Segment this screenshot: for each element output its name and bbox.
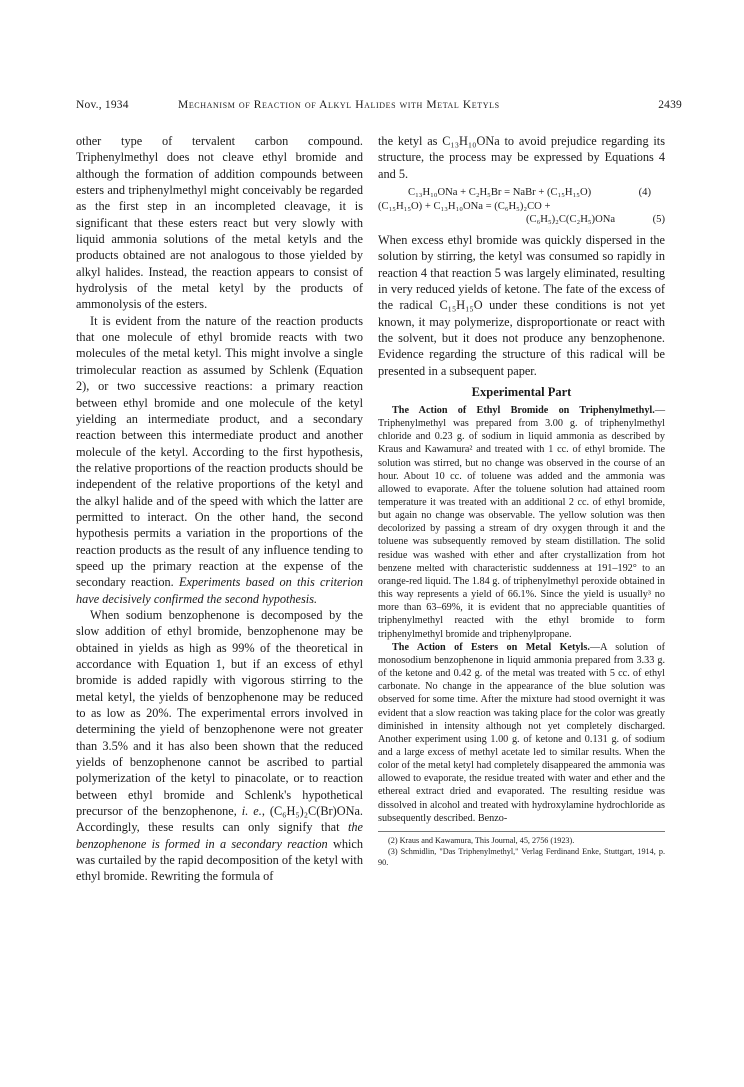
footnote-2: (2) Kraus and Kawamura, This Journal, 45, 2756 (1923). <box>388 835 575 845</box>
issue-date: Nov., 1934 <box>76 99 129 111</box>
equation-5-expression-2: (C₆H₅)₂C(C₂H₅)ONa <box>526 214 616 226</box>
equation-4-expression: C₁₃H₁₀ONa + C₂H₅Br = NaBr + (C₁₅H₁₅O) <box>408 187 592 199</box>
equation-block <box>378 186 665 227</box>
yield-text-a: When sodium benzophenone is decomposed by the slow addition of ethyl bromide, benzophenone may be obtained in yields as high as 99% of the theoretical in accordance with Equation 1, but if an excess of ethyl bromide is added rapidly with vigorous stirring to the metal ketyl, the yields of benzophenone may be reduced to as low as 20%. The experimental errors involved in determining the yield of benzophenone were not greater than 3.5% and it has also been shown that the reduced yields of benzophenone cannot be ascribed to partial polymerization of the ketyl to pinacolate, or to reaction between ethyl bromide and Schlenk's hypothetical precursor of the benzophenone, <box>76 607 363 819</box>
experiment-1-heading: The Action of Ethyl Bromide on Triphenylmethyl. <box>392 404 655 416</box>
paragraph-excess-bromide: When excess ethyl bromide was quickly dispersed in the solution by stirring, the ketyl was consumed so rapidly in reaction 4 that reaction 5 was largely eliminated, resulting in very reduced yields of ketone. The fate of the excess of the radical C₁₅H₁₅O under these conditions is not yet known, it may polymerize, disproportionate or react with the solvent, but it does not produce any benzophenone. Evidence regarding the structure of this radical will be presented in a subsequent paper. <box>378 232 665 378</box>
ie-italic: i. e. <box>241 804 262 819</box>
footnotes <box>378 831 665 868</box>
paragraph-hypotheses-text: It is evident from the nature of the reaction products that one molecule of ethyl bromide reacts with two molecules of the metal ketyl. This might involve a single trimolecular reaction as assumed by Schlenk (Equation 2), or two successive reactions: a primary reaction between ethyl bromide and one molecule of the ketyl yielding an intermediate product, and a secondary reaction between this intermediate product and another molecule of the ketyl. According to the first hypothesis, the relative proportions of the reaction products should be independent of the relative proportions of the ketyl and the alkyl halide and of the speed with which the latter are permitted to interact. On the other hand, the second hypothesis permits a variation in the proportions of the reaction products as the result of any influence tending to speed up the primary reaction at the expense of the secondary reaction. <box>76 313 363 590</box>
page-number: 2439 <box>658 99 682 111</box>
yield-text-c: which was curtailed by the rapid decomposition of the ketyl with ethyl bromide. Rewriting the formula of <box>76 836 364 884</box>
equation-5-line-1 <box>378 200 665 214</box>
equation-4-number: (4) <box>638 187 651 199</box>
yield-text-b: , (C₆H₅)₂C(Br)ONa. Accordingly, these results can only signify that <box>76 804 363 835</box>
experiment-esters <box>378 641 665 825</box>
experiment-triphenylmethyl <box>378 404 665 641</box>
section-heading-experimental: Experimental Part <box>471 384 572 399</box>
experiment-1-body: —Triphenylmethyl was prepared from 3.00 g. of triphenylmethyl chloride and 0.23 g. of sodium in liquid ammonia as described by Kraus and Kawamura² and treated with 1 cc. of ethyl bromide. The solution was stirred, but no change was observed in the course of an hour. About 10 cc. of toluene was added and the ammonia was allowed to evaporate. After the toluene solution had attained room temperature it was treated with an additional 2 cc. of ethyl bromide, but again no change was observable. The yellow solution was then decolorized by passing a stream of dry oxygen through it and the toluene was subsequently removed by steam distillation. The solid residue was washed with ether and after crystallization from hot benzene melted with characteristic suddenness at 191–192° to an orange-red liquid. The 1.84 g. of triphenylmethyl peroxide obtained in this way represents a yield of 66.1%. Since the yield is usually³ no more than 63–69%, it is evident that no appreciable quantities of triphenylmethyl reacted with the ethyl bromide to form triphenylmethyl bromide and triphenylpropane. <box>378 404 665 640</box>
footnote-3: (3) Schmidlin, "Das Triphenylmethyl," Verlag Ferdinand Enke, Stuttgart, 1914, p. 90. <box>378 846 665 867</box>
right-column <box>378 133 665 868</box>
conclusion-italic: Experiments based on this criterion have decisively confirmed the second hypothesis. <box>76 575 363 606</box>
secondary-reaction-italic: the benzophenone is formed in a secondary reaction <box>76 820 363 851</box>
running-title: Mechanism of Reaction of Alkyl Halides with Metal Ketyls <box>178 99 500 111</box>
equation-5-expression-1: (C₁₅H₁₅O) + C₁₃H₁₀ONa = (C₆H₅)₂CO + <box>378 200 551 212</box>
paragraph-continued: other type of tervalent carbon compound. Triphenylmethyl does not cleave ethyl bromide and although the formation of addition compounds between esters and triphenylmethyl might conceivably be regarded as the first step in an incompleted cleavage, it is significant that these esters react but very slowly with liquid ammonia solutions of the metal ketyls and the products obtained are not analogous to those yielded by alkyl halides. Instead, the reaction appears to consist of hydrolysis of the metal ketyl by the products of ammonolysis of the esters. <box>76 134 363 312</box>
left-column <box>76 133 363 885</box>
paragraph-ketyl-formula: the ketyl as C₁₃H₁₀ONa to avoid prejudice regarding its structure, the process may be expressed by Equations 4 and 5. <box>378 134 665 181</box>
page-header <box>76 99 682 115</box>
equation-4 <box>378 186 665 200</box>
experiment-2-heading: The Action of Esters on Metal Ketyls. <box>392 641 590 653</box>
experiment-2-body: —A solution of monosodium benzophenone in liquid ammonia prepared from 3.33 g. of the ketone and 0.42 g. of the metal was treated with 5 cc. of ethyl carbonate. No change in the appearance of the blue solution was observed for some time. After the mixture had stood overnight it was evident that a slow reaction was taking place for the color was greatly diminished in intensity although not yet completely discharged. Another experiment using 1.00 g. of ketone and 0.131 g. of sodium and a large excess of methyl acetate led to similar results. When the color of the metal ketyl had completely disappeared the ammonia was allowed to evaporate, the residue treated with water and ether and the ethereal extract dried and evaporated. The resulting residue was dissolved in alcohol and treated with hydroxylamine hydrochloride as subsequently described. Benzo- <box>378 641 665 824</box>
equation-5-line-2 <box>378 213 665 227</box>
paragraph-benzophenone-yield <box>76 607 363 885</box>
paragraph-hypotheses <box>76 313 363 607</box>
equation-5-number: (5) <box>652 214 665 226</box>
